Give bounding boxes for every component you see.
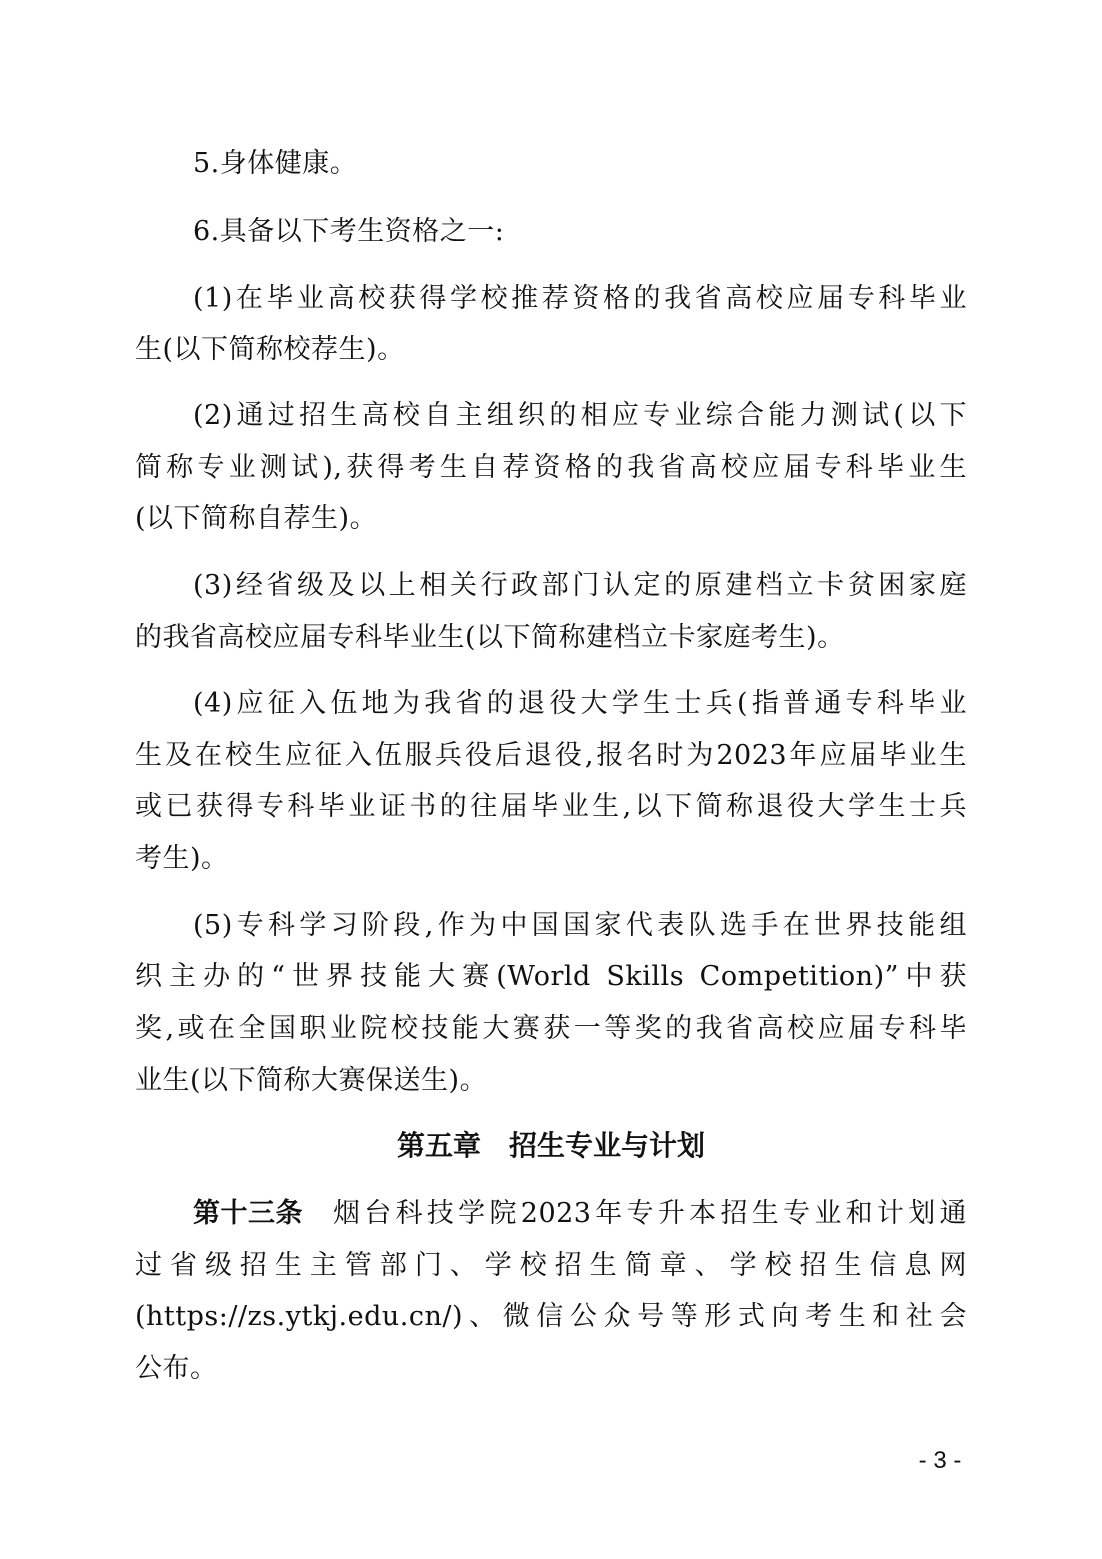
sub-5-line-1: (5)专科学习阶段,作为中国国家代表队选手在世界技能组 bbox=[193, 910, 967, 941]
chapter-title: 第五章 招生专业与计划 bbox=[396, 1129, 705, 1162]
sub-3-line-1: (3)经省级及以上相关行政部门认定的原建档立卡贫困家庭 bbox=[193, 570, 967, 601]
sub-3-line-2: 的我省高校应届专科毕业生(以下简称建档立卡家庭考生)。 bbox=[135, 622, 845, 653]
sub-5-line-4: 业生(以下简称大赛保送生)。 bbox=[135, 1065, 488, 1096]
item-5-line: 5.身体健康。 bbox=[193, 148, 358, 179]
sub-2-line-1: (2)通过招生高校自主组织的相应专业综合能力测试(以下 bbox=[193, 400, 967, 431]
article-13-line-1 bbox=[193, 1196, 967, 1232]
sub-4-line-2: 生及在校生应征入伍服兵役后退役,报名时为2023年应届毕业生 bbox=[135, 740, 967, 771]
sub-5-line-3: 奖,或在全国职业院校技能大赛获一等奖的我省高校应届专科毕 bbox=[135, 1013, 967, 1044]
sub-2-line-2: 简称专业测试),获得考生自荐资格的我省高校应届专科毕业生 bbox=[135, 452, 967, 483]
sub-1-line-1: (1)在毕业高校获得学校推荐资格的我省高校应届专科毕业 bbox=[193, 283, 967, 314]
article-label: 第十三条 bbox=[193, 1198, 303, 1229]
sub-1-line-2: 生(以下简称校荐生)。 bbox=[135, 334, 405, 365]
sub-4-line-4: 考生)。 bbox=[135, 843, 229, 874]
article-13-text: 烟台科技学院2023年专升本招生专业和计划通 bbox=[333, 1198, 967, 1229]
article-13-line-3: (https://zs.ytkj.edu.cn/)、微信公众号等形式向考生和社会 bbox=[135, 1301, 967, 1332]
sub-4-line-3: 或已获得专科毕业证书的往届毕业生,以下简称退役大学生士兵 bbox=[135, 791, 967, 822]
article-13-line-2: 过省级招生主管部门、学校招生简章、学校招生信息网 bbox=[135, 1250, 967, 1281]
page-number: - 3 - bbox=[918, 1447, 962, 1474]
sub-5-line-2: 织主办的“世界技能大赛(World Skills Competition)”中获 bbox=[135, 961, 967, 992]
article-13-line-4: 公布。 bbox=[135, 1353, 218, 1384]
sub-4-line-1: (4)应征入伍地为我省的退役大学生士兵(指普通专科毕业 bbox=[193, 688, 967, 719]
item-6-line: 6.具备以下考生资格之一: bbox=[193, 216, 505, 247]
sub-2-line-3: (以下简称自荐生)。 bbox=[135, 503, 378, 534]
